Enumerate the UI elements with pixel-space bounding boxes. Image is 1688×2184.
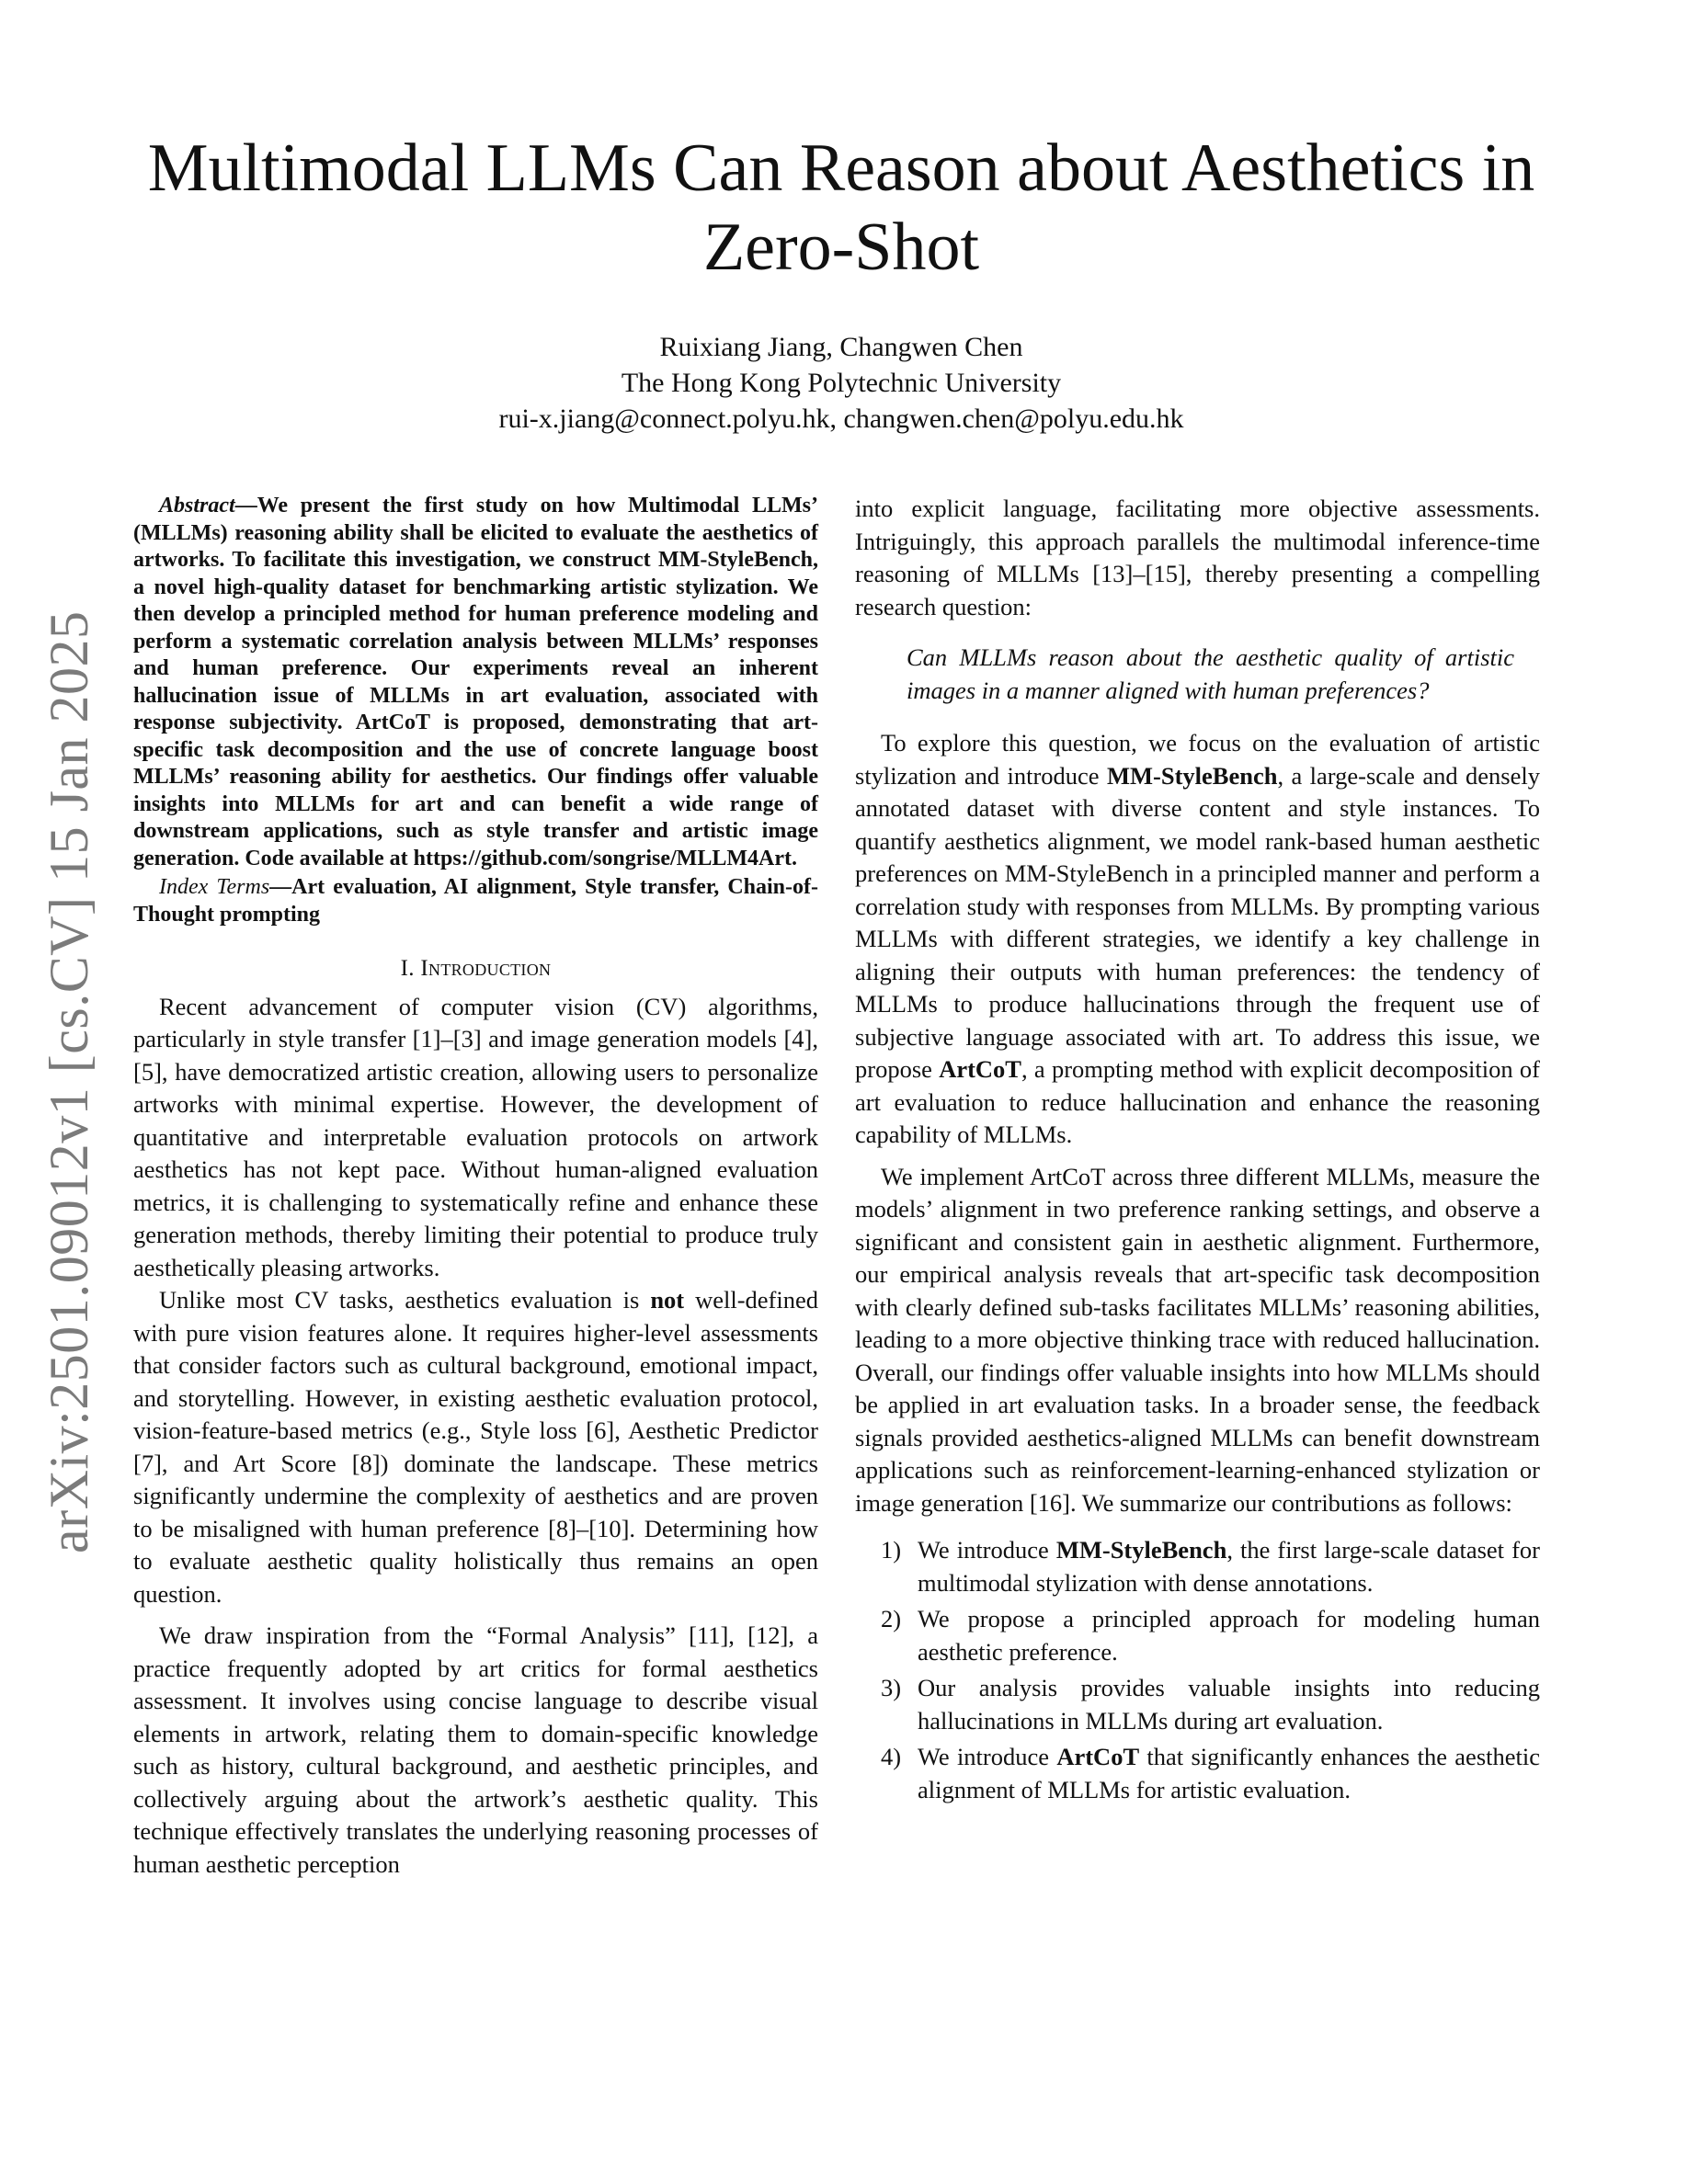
- contribution-item: [855, 1534, 1540, 1599]
- emphasis-not: not: [650, 1286, 685, 1314]
- abstract: [133, 493, 818, 872]
- right-column: [855, 493, 1540, 1810]
- index-terms-text: —Art evaluation, AI alignment, Style transfer, Chain-of-Thought prompting: [133, 875, 818, 927]
- intro-paragraph-4: [855, 727, 1540, 1152]
- list-number: 2): [881, 1605, 902, 1632]
- author-emails: rui-x.jiang@connect.polyu.hk, changwen.chen@polyu.edu.hk: [498, 404, 1184, 434]
- intro-paragraph-1: Recent advancement of computer vision (CV) algorithms, particularly in style transfer [1]–[3] and image generation models [4], [5], have democratized artistic creation, allowing users to personalize artworks with minimal expertise. However, the development of quantitative and interpretable evaluation protocols on artwork aesthetics has not kept pace. Without human-aligned evaluation metrics, it is challenging to systematically refine and enhance these generation methods, thereby limiting their potential to produce truly aesthetically pleasing artworks.: [133, 992, 818, 1281]
- contribution-item: [855, 1603, 1540, 1668]
- contribution-bold: ArtCoT: [1056, 1743, 1140, 1770]
- section-number: I.: [400, 956, 415, 981]
- intro-paragraph-3-continued: into explicit language, facilitating more objective assessments. Intriguingly, this approach parallels the multimodal inference-time reasoning of MLLMs [13]–[15], thereby presenting a compelling research question:: [855, 495, 1540, 620]
- index-terms: [133, 874, 818, 928]
- affiliation: The Hong Kong Polytechnic University: [621, 368, 1062, 398]
- contribution-text: Our analysis provides valuable insights into reducing hallucinations in MLLMs during art evaluation.: [918, 1674, 1540, 1735]
- index-terms-label: Index Terms: [159, 875, 270, 899]
- contribution-text: We introduce: [918, 1536, 1056, 1564]
- author-names: Ruixiang Jiang, Changwen Chen: [659, 332, 1023, 362]
- artcot-name: ArtCoT: [939, 1055, 1021, 1083]
- contributions-list: [855, 1534, 1540, 1806]
- contribution-item: [855, 1741, 1540, 1806]
- intro-paragraph-4-a: To explore this question, we focus on the evaluation of artistic stylization and introduce: [855, 729, 1540, 790]
- arxiv-identifier: arXiv:2501.09012v1 [cs.CV] 15 Jan 2025: [39, 610, 99, 1553]
- section-heading-introduction: [133, 952, 818, 985]
- abstract-text: —We present the first study on how Multimodal LLMs’ (MLLMs) reasoning ability shall be elicited to evaluate the aesthetics of artworks. To facilitate this investigation, we construct MM-StyleBench, a novel high-quality dataset for benchmarking artistic stylization. We then develop a principled method for human preference modeling and perform a systematic correlation analysis between MLLMs’ responses and human preference. Our experiments reveal an inherent hallucination issue of MLLMs in art evaluation, associated with response subjectivity. ArtCoT is proposed, demonstrating that art-specific task decomposition and the use of concrete language boost MLLMs’ reasoning ability for aesthetics. Our findings offer valuable insights into MLLMs for art and can benefit a wide range of downstream applications, such as style transfer and artistic image generation. Code available at https://github.com/songrise/MLLM4Art.: [133, 494, 818, 870]
- list-number: 4): [881, 1743, 902, 1770]
- contribution-text-tail: , the first large-scale dataset for multimodal stylization with dense annotations.: [918, 1536, 1540, 1597]
- intro-paragraph-5: We implement ArtCoT across three different MLLMs, measure the models’ alignment in two preference ranking settings, and observe a significant and consistent gain in aesthetic alignment. Furthermore, our empirical analysis reveals that art-specific task decomposition with clearly defined sub-tasks facilitates MLLMs’ reasoning abilities, leading to a more objective thinking trace with reduced hallucination. Overall, our findings offer valuable insights into how MLLMs should be applied in art evaluation tasks. In a broader sense, the feedback signals provided aesthetics-aligned MLLMs can benefit downstream applications such as reinforcement-learning-enhanced stylization or image generation [16]. We summarize our contributions as follows:: [855, 1162, 1540, 1517]
- intro-paragraph-2: [133, 1284, 818, 1610]
- contribution-text: We propose a principled approach for modeling human aesthetic preference.: [918, 1605, 1540, 1666]
- intro-paragraph-3: We draw inspiration from the “Formal Analysis” [11], [12], a practice frequently adopted by art critics for formal aesthetics assessment. It involves using concise language to describe visual elements in artwork, relating them to domain-specific knowledge such as history, cultural background, and aesthetic principles, and collectively arguing about the artwork’s aesthetic quality. This technique effectively translates the underlying reasoning processes of human aesthetic perception: [133, 1621, 818, 1878]
- list-number: 1): [881, 1536, 902, 1564]
- intro-paragraph-2-b: well-defined with pure vision features alone. It requires higher-level assessments that consider factors such as cultural background, emotional impact, and storytelling. However, in existing aesthetic evaluation protocol, vision-feature-based metrics (e.g., Style loss [6], Aesthetic Predictor [7], and Art Score [8]) dominate the landscape. These metrics significantly undermine the complexity of aesthetics and are proven to be misaligned with human preference [8]–[10]. Determining how to evaluate aesthetic quality holistically thus remains an open question.: [133, 1286, 818, 1608]
- section-title: Introduction: [420, 956, 552, 981]
- intro-paragraph-4-c: , a prompting method with explicit decomposition of art evaluation to reduce hallucination and enhance the reasoning capability of MLLMs.: [855, 1055, 1540, 1148]
- paper-title: Multimodal LLMs Can Reason about Aesthetics in Zero-Shot: [147, 131, 1535, 285]
- list-number: 3): [881, 1674, 902, 1701]
- intro-paragraph-4-b: , a large-scale and densely annotated dataset with diverse content and style instances. To quantify aesthetics alignment, we model rank-based human aesthetic preferences on MM-StyleBench in a principled manner and perform a correlation study with responses from MLLMs. By prompting various MLLMs with different strategies, we identify a key challenge in aligning their outputs with human preferences: the tendency of MLLMs to produce hallucinations through the frequent use of subjective language associated with art. To address this issue, we propose: [855, 761, 1540, 1083]
- contribution-bold: MM-StyleBench: [1055, 1536, 1227, 1564]
- abstract-label: Abstract: [159, 494, 235, 518]
- mm-stylebench-name: MM-StyleBench: [1106, 761, 1278, 790]
- contribution-item: [855, 1672, 1540, 1737]
- research-question: Can MLLMs reason about the aesthetic quality of artistic images in a manner aligned with human preferences?: [907, 643, 1514, 704]
- contribution-text: We introduce: [918, 1743, 1057, 1770]
- contribution-text-tail: that significantly enhances the aesthetic alignment of MLLMs for artistic evaluation.: [918, 1743, 1540, 1803]
- intro-paragraph-2-a: Unlike most CV tasks, aesthetics evaluation is: [159, 1286, 651, 1314]
- left-column: [133, 493, 818, 1881]
- author-block: [101, 329, 1581, 437]
